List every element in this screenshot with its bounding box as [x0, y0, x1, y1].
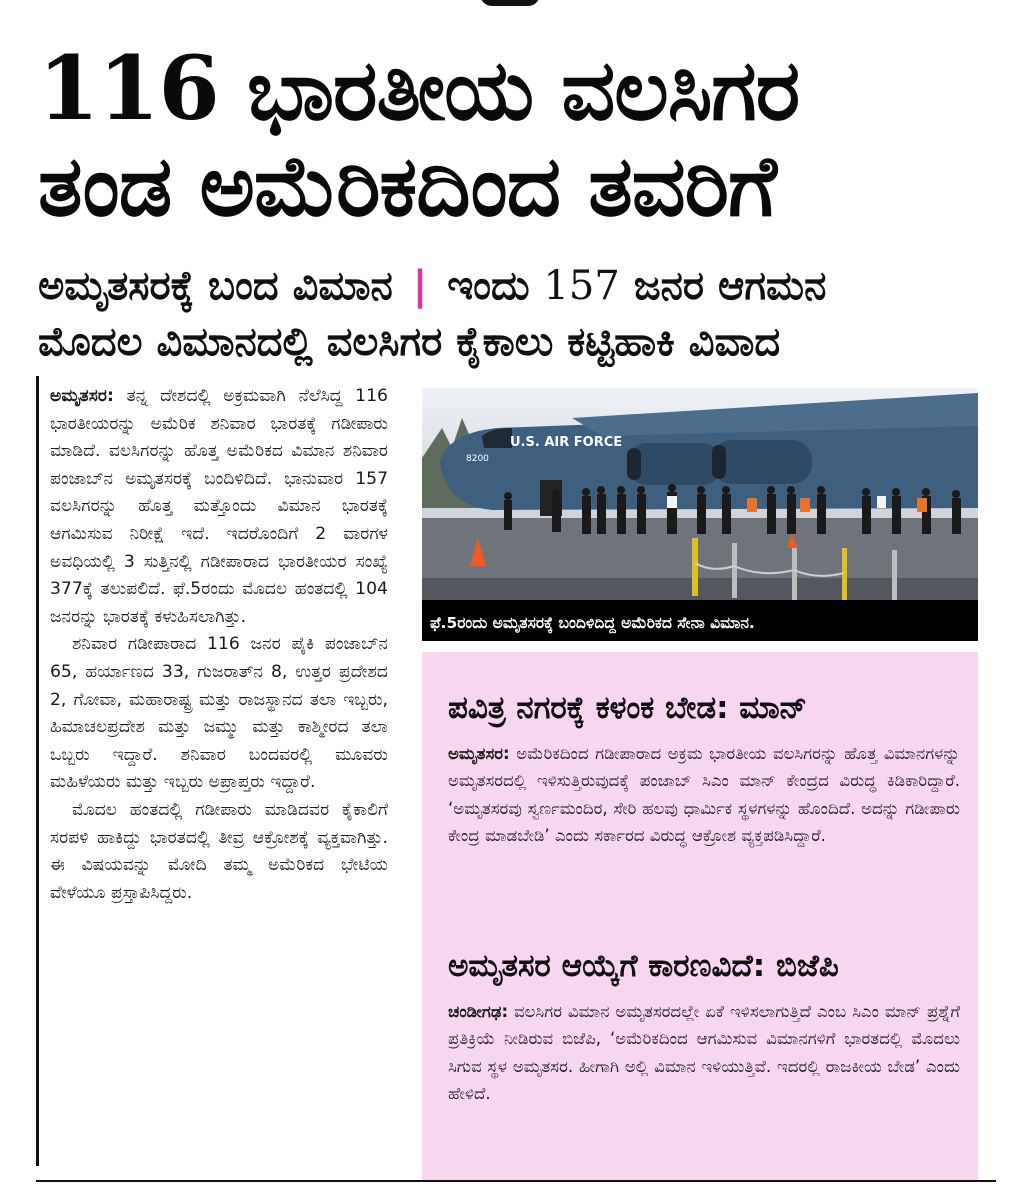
- sidebar-story-1-text: ಅಮೆರಿಕದಿಂದ ಗಡೀಪಾರಾದ ಅಕ್ರಮ ಭಾರತೀಯ ವಲಸಿಗರನ್ನು ಹೊತ್ತ ವಿಮಾನಗಳನ್ನು ಅಮೃತಸರದಲ್ಲಿ ಇಳಿಸುತ್ತಿರುವುದಕ್ಕೆ ಪಂಜಾಬ್ ಸಿಎಂ ಮಾನ್ ಕೇಂದ್ರದ ವಿರುದ್ಧ ಕಿಡಿಕಾರಿದ್ದಾರೆ. ‘ಅಮೃತಸರವು ಸ್ವರ್ಣಮಂದಿರ, ಸೇರಿ ಹಲವು ಧಾರ್ಮಿಕ ಸ್ಥಳಗಳನ್ನು ಹೊಂದಿದೆ. ಅದನ್ನು ಗಡೀಪಾರು ಕೇಂದ್ರ ಮಾಡಬೇಡಿ’ ಎಂದು ಸರ್ಕಾರದ ವಿರುದ್ಧ ಆಕ್ರೋಶ ವ್ಯಕ್ತಪಡಿಸಿದ್ದಾರೆ.: [448, 744, 960, 846]
- headline-number: 116: [38, 36, 219, 140]
- sidebar-story-1-title: ಪವಿತ್ರ ನಗರಕ್ಕೆ ಕಳಂಕ ಬೇಡ: ಮಾನ್: [448, 690, 807, 726]
- aircraft-tail-number: 8200: [466, 454, 489, 464]
- sidebar-box: [422, 652, 978, 1182]
- subheadline-part-1: ಅಮೃತಸರಕ್ಕೆ ಬಂದ ವಿಮಾನ: [38, 263, 393, 309]
- sidebar-story-1-body: [448, 740, 960, 850]
- sidebar-story-2-title: ಅಮೃತಸರ ಆಯ್ಕೆಗೆ ಕಾರಣವಿದೆ: ಬಿಜೆಪಿ: [448, 948, 839, 984]
- engine-2: [712, 440, 812, 484]
- headline-line-1: [38, 36, 998, 140]
- headline-line-2: ತಂಡ ಅಮೆರಿಕದಿಂದ ತವರಿಗೆ: [38, 137, 776, 235]
- article-body: [50, 383, 388, 907]
- left-column-rule: [36, 376, 39, 1166]
- headline-text: ಭಾರತೀಯ ವಲಸಿಗರ: [246, 41, 800, 139]
- subheadline-part-2-pre: ಇಂದು: [447, 263, 530, 309]
- masthead-fragment: [480, 0, 540, 6]
- article-paragraph-3: ಮೊದಲ ಹಂತದಲ್ಲಿ ಗಡೀಪಾರು ಮಾಡಿದವರ ಕೈಕಾಲಿಗೆ ಸರಪಳಿ ಹಾಕಿದ್ದು ಭಾರತದಲ್ಲಿ ತೀವ್ರ ಆಕ್ರೋಶಕ್ಕೆ ವ್ಯಕ್ತವಾಗಿತ್ತು. ಈ ವಿಷಯವನ್ನು ಮೋದಿ ತಮ್ಮ ಅಮೆರಿಕದ ಭೇಟಿಯ ವೇಳೆಯೂ ಪ್ರಸ್ತಾಪಿಸಿದ್ದರು.: [50, 799, 388, 903]
- subheadline-separator: |: [412, 263, 428, 309]
- sidebar-story-2-dateline: ಚಂಡೀಗಢ:: [448, 1002, 509, 1021]
- headline: [38, 36, 998, 235]
- subheadline-line-2: ಮೊದಲ ವಿಮಾನದಲ್ಲಿ ವಲಸಿಗರ ಕೈಕಾಲು ಕಟ್ಟಿಹಾಕಿ ವಿವಾದ: [38, 319, 781, 365]
- aircraft-label: U.S. AIR FORCE: [510, 435, 623, 450]
- subheadline-part-2-post: ಜನರ ಆಗಮನ: [633, 263, 827, 309]
- engine-1: [627, 443, 722, 485]
- subheadline-line-1: [38, 258, 998, 314]
- sidebar-story-2-text: ವಲಸಿಗರ ವಿಮಾನ ಅಮೃತಸರದಲ್ಲೇ ಏಕೆ ಇಳಿಸಲಾಗುತ್ತಿದೆ ಎಂಬ ಸಿಎಂ ಮಾನ್ ಪ್ರಶ್ನೆಗೆ ಪ್ರತಿಕ್ರಿಯೆ ನೀಡಿರುವ ಬಿಜೆಪಿ, ‘ಅಮೆರಿಕದಿಂದ ಆಗಮಿಸುವ ವಿಮಾನಗಳಿಗೆ ಭಾರತದಲ್ಲಿ ಮೊದಲು ಸಿಗುವ ಸ್ಥಳ ಅಮೃತಸರ. ಹೀಗಾಗಿ ಅಲ್ಲಿ ವಿಮಾನ ಇಳಿಯುತ್ತಿವೆ. ಇದರಲ್ಲಿ ರಾಜಕೀಯ ಬೇಡ’ ಎಂದು ಹೇಳಿದೆ.: [448, 1002, 960, 1104]
- subheadline: [38, 258, 998, 370]
- article-paragraph-1-text: ತನ್ನ ದೇಶದಲ್ಲಿ ಅಕ್ರಮವಾಗಿ ನೆಲೆಸಿದ್ದ 116 ಭಾರತೀಯರನ್ನು ಅಮೆರಿಕ ಶನಿವಾರ ಭಾರತಕ್ಕೆ ಗಡೀಪಾರು ಮಾಡಿದೆ. ವಲಸಿಗರನ್ನು ಹೊತ್ತ ಅಮೆರಿಕದ ವಿಮಾನ ಶನಿವಾರ ಪಂಜಾಬ್‌ನ ಅಮೃತಸರಕ್ಕೆ ಬಂದಿಳಿದಿದೆ. ಭಾನುವಾರ 157 ವಲಸಿಗರನ್ನು ಹೊತ್ತ ಮತ್ತೊಂದು ವಿಮಾನ ಭಾರತಕ್ಕೆ ಆಗಮಿಸುವ ನಿರೀಕ್ಷೆ ಇದೆ. ಇದರೊಂದಿಗೆ 2 ವಾರಗಳ ಅವಧಿಯಲ್ಲಿ 3 ಸುತ್ತಿನಲ್ಲಿ ಗಡೀಪಾರಾದ ಭಾರತೀಯರ ಸಂಖ್ಯೆ 377ಕ್ಕೆ ತಲುಪಲಿದೆ. ಫೆ.5ರಂದು ಮೊದಲ ಹಂತದಲ್ಲಿ 104 ಜನರನ್ನು ಭಾರತಕ್ಕೆ ಕಳುಹಿಸಲಾಗಿತ್ತು.: [50, 386, 388, 627]
- sidebar-story-1-dateline: ಅಮೃತಸರ:: [448, 744, 510, 763]
- article-dateline: ಅಮೃತಸರ:: [50, 386, 114, 406]
- bottom-rule: [36, 1180, 996, 1182]
- aircraft-photo-illustration: [422, 388, 978, 641]
- article-paragraph-1: [50, 383, 388, 631]
- sidebar-story-2-body: [448, 998, 960, 1108]
- article-paragraph-2: ಶನಿವಾರ ಗಡೀಪಾರಾದ 116 ಜನರ ಪೈಕಿ ಪಂಜಾಬ್‌ನ 65, ಹರ್ಯಾಣದ 33, ಗುಜರಾತ್‌ನ 8, ಉತ್ತರ ಪ್ರದೇಶದ 2, ಗೋವಾ, ಮಹಾರಾಷ್ಟ್ರ ಮತ್ತು ರಾಜಸ್ಥಾನದ ತಲಾ ಇಬ್ಬರು, ಹಿಮಾಚಲಪ್ರದೇಶ ಮತ್ತು ಜಮ್ಮು ಮತ್ತು ಕಾಶ್ಮೀರದ ತಲಾ ಒಬ್ಬರು ಇದ್ದಾರೆ. ಶನಿವಾರ ಬಂದವರಲ್ಲಿ ಮೂವರು ಮಹಿಳೆಯರು ಮತ್ತು ಇಬ್ಬರು ಅಪ್ರಾಪ್ತರು ಇದ್ದಾರೆ.: [50, 634, 388, 793]
- news-photo: [422, 388, 978, 641]
- subheadline-number: 157: [543, 263, 620, 309]
- photo-caption: ಫೆ.5ರಂದು ಅಮೃತಸರಕ್ಕೆ ಬಂದಿಳಿದಿದ್ದ ಅಮೆರಿಕದ ಸೇನಾ ವಿಮಾನ.: [430, 614, 755, 632]
